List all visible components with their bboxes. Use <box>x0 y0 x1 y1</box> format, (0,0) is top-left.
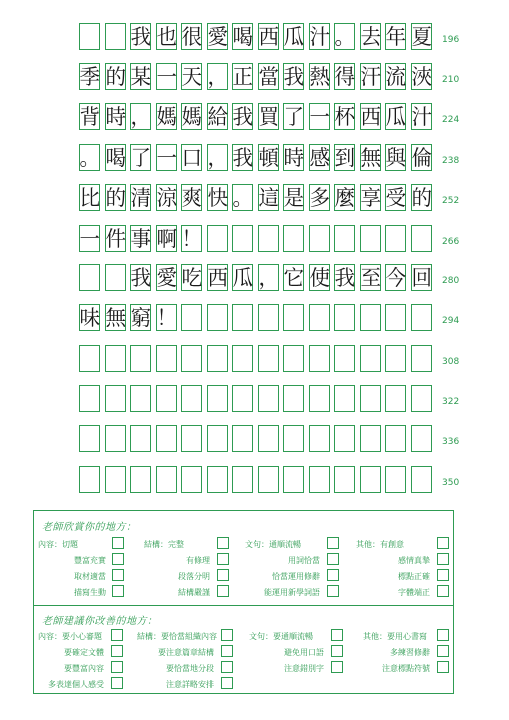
grid-character: 啊 <box>155 227 177 251</box>
grid-cell <box>411 304 432 331</box>
grid-row <box>77 63 434 91</box>
grid-row <box>77 184 434 212</box>
grid-cell <box>309 225 330 252</box>
grid-character: ！ <box>155 306 177 330</box>
advice-sentence-checkbox[interactable] <box>331 645 343 657</box>
grid-cell <box>309 425 330 452</box>
advice-other-checkbox[interactable] <box>437 629 449 641</box>
grid-character: 浹 <box>410 65 432 89</box>
grid-cell <box>232 385 253 412</box>
grid-character: 時 <box>283 146 305 170</box>
grid-row <box>77 225 434 253</box>
grid-character: 。 <box>79 146 101 170</box>
advice-content-item: 多表達個人感受 <box>48 680 104 689</box>
grid-character: 流 <box>385 65 407 89</box>
praise-structure-checkbox[interactable] <box>217 537 229 549</box>
grid-cell <box>130 345 151 372</box>
row-character-count: 224 <box>442 115 460 125</box>
praise-structure-heading: 結構：完整 <box>144 540 184 549</box>
grid-character: 愛 <box>206 25 228 49</box>
grid-character: 涼 <box>155 186 177 210</box>
advice-structure-checkbox[interactable] <box>221 629 233 641</box>
grid-cell <box>130 425 151 452</box>
grid-character: 買 <box>257 105 279 129</box>
grid-row <box>77 385 434 413</box>
grid-character: 倫 <box>410 146 432 170</box>
grid-cell <box>207 385 228 412</box>
praise-other-item: 字體端正 <box>398 588 430 597</box>
advice-content-item: 要確定文體 <box>64 648 104 657</box>
grid-cell <box>181 345 202 372</box>
grid-character: 一 <box>155 146 177 170</box>
grid-character: 很 <box>181 25 203 49</box>
grid-character: 熱 <box>308 65 330 89</box>
grid-character: 與 <box>385 146 407 170</box>
grid-character: 喝 <box>232 25 254 49</box>
grid-cell <box>309 385 330 412</box>
grid-cell <box>207 345 228 372</box>
row-character-count: 308 <box>442 357 460 367</box>
grid-character: 當 <box>257 65 279 89</box>
grid-cell <box>411 345 432 372</box>
advice-content-checkbox[interactable] <box>111 677 123 689</box>
praise-structure-checkbox[interactable] <box>217 585 229 597</box>
grid-cell <box>309 304 330 331</box>
grid-cell <box>79 385 100 412</box>
praise-other-item: 標點正確 <box>398 572 430 581</box>
grid-cell <box>79 466 100 493</box>
grid-character: 年 <box>385 25 407 49</box>
grid-character: 了 <box>283 105 305 129</box>
grid-character: 媽 <box>181 105 203 129</box>
row-character-count: 336 <box>442 437 460 447</box>
grid-cell <box>130 466 151 493</box>
grid-row <box>77 103 434 131</box>
grid-cell <box>181 466 202 493</box>
grid-character: 西 <box>206 266 228 290</box>
advice-title: 老師建議你改善的地方： <box>42 616 158 627</box>
advice-other-checkbox[interactable] <box>437 661 449 673</box>
grid-cell <box>309 466 330 493</box>
row-character-count: 294 <box>442 316 460 326</box>
grid-character: 比 <box>79 186 101 210</box>
grid-cell <box>334 385 355 412</box>
grid-character: 媽 <box>155 105 177 129</box>
advice-structure-item: 要注意篇章結構 <box>158 648 214 657</box>
grid-cell <box>258 225 279 252</box>
grid-character: 一 <box>79 227 101 251</box>
row-character-count: 238 <box>442 156 460 166</box>
grid-cell <box>385 385 406 412</box>
grid-cell <box>105 345 126 372</box>
praise-sentence-checkbox[interactable] <box>327 537 339 549</box>
grid-cell <box>385 425 406 452</box>
grid-cell <box>360 225 381 252</box>
grid-cell <box>232 345 253 372</box>
advice-content-checkbox[interactable] <box>111 645 123 657</box>
grid-character: 的 <box>104 65 126 89</box>
grid-character: 西 <box>257 25 279 49</box>
praise-other-checkbox[interactable] <box>437 585 449 597</box>
grid-character: 去 <box>359 25 381 49</box>
grid-cell <box>105 425 126 452</box>
grid-cell <box>283 385 304 412</box>
grid-character: ， <box>206 65 228 89</box>
grid-character: 背 <box>79 105 101 129</box>
grid-cell <box>334 225 355 252</box>
advice-sentence-item: 注意錯別字 <box>284 664 324 673</box>
advice-sentence-checkbox[interactable] <box>331 629 343 641</box>
grid-cell <box>232 225 253 252</box>
grid-character: 汁 <box>308 25 330 49</box>
praise-content-item: 取材適當 <box>74 572 106 581</box>
grid-cell <box>360 466 381 493</box>
grid-character: 快 <box>206 186 228 210</box>
praise-sentence-checkbox[interactable] <box>327 553 339 565</box>
grid-cell <box>411 466 432 493</box>
praise-structure-item: 段落分明 <box>178 572 210 581</box>
row-character-count: 196 <box>442 35 460 45</box>
grid-character: 瓜 <box>385 105 407 129</box>
grid-row <box>77 264 434 292</box>
praise-other-checkbox[interactable] <box>437 537 449 549</box>
row-character-count: 210 <box>442 75 460 85</box>
praise-sentence-item: 能運用新學詞語 <box>264 588 320 597</box>
grid-character: 它 <box>283 266 305 290</box>
grid-character: 瓜 <box>232 266 254 290</box>
grid-character: 回 <box>410 266 432 290</box>
advice-content-checkbox[interactable] <box>111 629 123 641</box>
praise-content-checkbox[interactable] <box>112 553 124 565</box>
grid-cell <box>258 304 279 331</box>
praise-structure-checkbox[interactable] <box>217 569 229 581</box>
grid-character: 事 <box>130 227 152 251</box>
advice-other-item: 注意標點符號 <box>382 664 430 673</box>
grid-row <box>77 304 434 332</box>
advice-content-checkbox[interactable] <box>111 661 123 673</box>
grid-character: 也 <box>155 25 177 49</box>
grid-row <box>77 345 434 373</box>
grid-character: 正 <box>232 65 254 89</box>
grid-cell <box>105 385 126 412</box>
praise-content-item: 描寫生動 <box>74 588 106 597</box>
grid-character: 受 <box>385 186 407 210</box>
grid-character: ， <box>130 105 152 129</box>
praise-content-item: 豐富充實 <box>74 556 106 565</box>
grid-character: 西 <box>359 105 381 129</box>
grid-cell <box>79 345 100 372</box>
grid-cell <box>309 345 330 372</box>
grid-character: 汁 <box>410 105 432 129</box>
grid-character: 我 <box>283 65 305 89</box>
grid-cell <box>258 345 279 372</box>
grid-character: 天 <box>181 65 203 89</box>
grid-character: 汗 <box>359 65 381 89</box>
grid-cell <box>334 466 355 493</box>
grid-cell <box>411 225 432 252</box>
grid-character: 多 <box>308 186 330 210</box>
praise-sentence-checkbox[interactable] <box>327 569 339 581</box>
grid-character: 我 <box>232 146 254 170</box>
grid-character: 無 <box>359 146 381 170</box>
grid-character <box>103 23 128 51</box>
advice-structure-checkbox[interactable] <box>221 677 233 689</box>
grid-character: 我 <box>232 105 254 129</box>
grid-character: 我 <box>130 25 152 49</box>
grid-character: ， <box>257 266 279 290</box>
grid-character: 一 <box>308 105 330 129</box>
praise-content-heading: 內容：切題 <box>38 540 78 549</box>
praise-sentence-item: 恰當運用修辭 <box>272 572 320 581</box>
grid-character: ， <box>206 146 228 170</box>
grid-cell <box>385 225 406 252</box>
grid-character: 吃 <box>181 266 203 290</box>
grid-cell <box>105 466 126 493</box>
grid-cell <box>360 304 381 331</box>
grid-character: 至 <box>359 266 381 290</box>
grid-character: 時 <box>104 105 126 129</box>
grid-character: 爽 <box>181 186 203 210</box>
grid-cell <box>385 466 406 493</box>
grid-cell <box>334 304 355 331</box>
grid-character: 的 <box>104 186 126 210</box>
grid-character: 一 <box>155 65 177 89</box>
advice-structure-checkbox[interactable] <box>221 645 233 657</box>
grid-character <box>77 264 102 292</box>
grid-row <box>77 466 434 494</box>
grid-character <box>77 23 102 51</box>
grid-cell <box>385 345 406 372</box>
grid-character: 到 <box>334 146 356 170</box>
praise-other-item: 感情真摯 <box>398 556 430 565</box>
praise-title: 老師欣賞你的地方： <box>42 522 137 533</box>
grid-character: 季 <box>79 65 101 89</box>
advice-structure-checkbox[interactable] <box>221 661 233 673</box>
grid-character: 使 <box>308 266 330 290</box>
grid-character: 窮 <box>130 306 152 330</box>
grid-cell <box>232 425 253 452</box>
grid-character: 味 <box>79 306 101 330</box>
advice-content-heading: 內容：要小心審題 <box>38 632 102 641</box>
praise-sentence-checkbox[interactable] <box>327 585 339 597</box>
row-character-count: 266 <box>442 237 460 247</box>
advice-structure-item: 要恰當地分段 <box>166 664 214 673</box>
grid-character: 。 <box>334 25 356 49</box>
grid-cell <box>360 425 381 452</box>
grid-cell <box>334 425 355 452</box>
grid-cell <box>411 385 432 412</box>
grid-character: 喝 <box>104 146 126 170</box>
grid-cell <box>207 225 228 252</box>
row-character-count: 280 <box>442 276 460 286</box>
grid-cell <box>156 425 177 452</box>
grid-cell <box>258 385 279 412</box>
grid-character: 感 <box>308 146 330 170</box>
grid-cell <box>156 345 177 372</box>
praise-other-checkbox[interactable] <box>437 569 449 581</box>
grid-cell <box>79 425 100 452</box>
praise-structure-item: 結構嚴謹 <box>178 588 210 597</box>
grid-cell <box>207 466 228 493</box>
grid-cell <box>207 304 228 331</box>
grid-cell <box>130 385 151 412</box>
grid-cell <box>334 345 355 372</box>
grid-character: 這 <box>257 186 279 210</box>
grid-row <box>77 425 434 453</box>
grid-character: 享 <box>359 186 381 210</box>
grid-character: 我 <box>334 266 356 290</box>
grid-cell <box>232 466 253 493</box>
grid-cell <box>385 304 406 331</box>
advice-other-item: 多練習修辭 <box>390 648 430 657</box>
praise-content-checkbox[interactable] <box>112 537 124 549</box>
grid-cell <box>283 225 304 252</box>
advice-structure-heading: 結構：要恰當組織內容 <box>137 632 217 641</box>
praise-structure-item: 有條理 <box>186 556 210 565</box>
row-character-count: 322 <box>442 397 460 407</box>
grid-cell <box>258 425 279 452</box>
grid-cell <box>258 466 279 493</box>
grid-cell <box>283 425 304 452</box>
grid-cell <box>156 385 177 412</box>
grid-character: 無 <box>104 306 126 330</box>
grid-cell <box>283 345 304 372</box>
praise-other-checkbox[interactable] <box>437 553 449 565</box>
grid-character: 件 <box>104 227 126 251</box>
grid-character: 。 <box>232 186 254 210</box>
grid-cell <box>156 466 177 493</box>
advice-content-item: 要豐富內容 <box>64 664 104 673</box>
grid-character: 夏 <box>410 25 432 49</box>
grid-cell <box>181 385 202 412</box>
grid-character: 杯 <box>334 105 356 129</box>
advice-structure-item: 注意詳略安排 <box>166 680 214 689</box>
grid-character: 給 <box>206 105 228 129</box>
grid-cell <box>283 466 304 493</box>
grid-cell <box>232 304 253 331</box>
grid-character: 某 <box>130 65 152 89</box>
grid-cell <box>283 304 304 331</box>
praise-other-heading: 其他：有創意 <box>356 540 404 549</box>
advice-other-heading: 其他：要用心書寫 <box>363 632 427 641</box>
grid-cell <box>181 425 202 452</box>
grid-row <box>77 23 434 51</box>
praise-content-checkbox[interactable] <box>112 569 124 581</box>
grid-row <box>77 144 434 172</box>
grid-character: 頓 <box>257 146 279 170</box>
advice-sentence-item: 避免用口語 <box>284 648 324 657</box>
grid-character: 我 <box>130 266 152 290</box>
praise-sentence-item: 用詞恰當 <box>288 556 320 565</box>
praise-content-checkbox[interactable] <box>112 585 124 597</box>
grid-character: 的 <box>410 186 432 210</box>
grid-character: 麼 <box>334 186 356 210</box>
row-character-count: 252 <box>442 196 460 206</box>
grid-cell <box>181 304 202 331</box>
grid-character: 清 <box>130 186 152 210</box>
advice-panel <box>33 606 454 694</box>
grid-character: 得 <box>334 65 356 89</box>
praise-panel <box>33 510 454 606</box>
praise-structure-checkbox[interactable] <box>217 553 229 565</box>
grid-cell <box>207 425 228 452</box>
grid-cell <box>360 345 381 372</box>
grid-character: 今 <box>385 266 407 290</box>
advice-sentence-heading: 文句：要通順流暢 <box>249 632 313 641</box>
advice-other-checkbox[interactable] <box>437 645 449 657</box>
grid-character: 了 <box>130 146 152 170</box>
row-character-count: 350 <box>442 478 460 488</box>
praise-sentence-heading: 文句：通順流暢 <box>245 540 301 549</box>
grid-character: 愛 <box>155 266 177 290</box>
grid-cell <box>360 385 381 412</box>
grid-character: 口 <box>181 146 203 170</box>
grid-character: 是 <box>283 186 305 210</box>
grid-character: ！ <box>181 227 203 251</box>
grid-character: 瓜 <box>283 25 305 49</box>
grid-character <box>103 264 128 292</box>
grid-cell <box>411 425 432 452</box>
advice-sentence-checkbox[interactable] <box>331 661 343 673</box>
